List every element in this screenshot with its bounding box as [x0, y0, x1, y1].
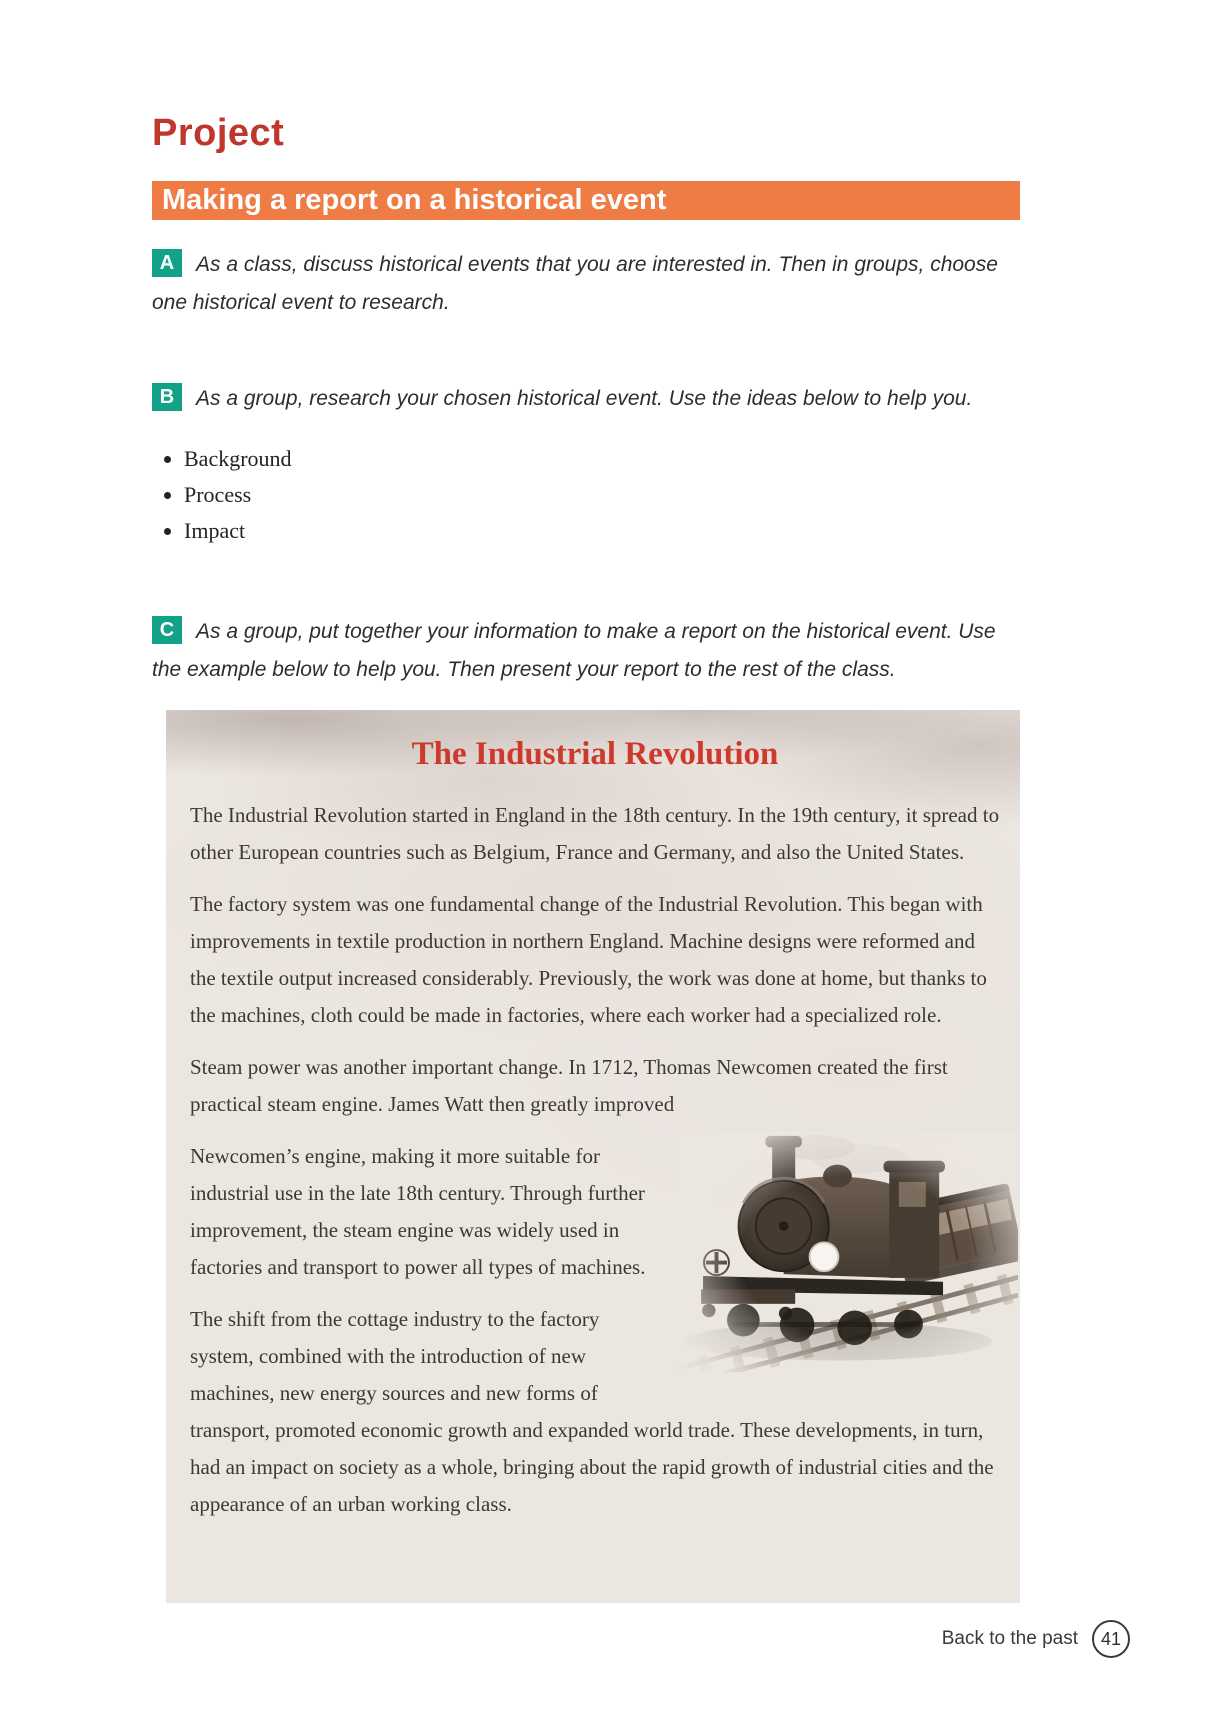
- report-body: [190, 797, 1000, 1523]
- report-paragraph: Newcomen’s engine, making it more suitable for industrial use in the late 18th century. Through further improvement, the steam engine was widely used in factories and transport to power all types of machines.: [190, 1144, 646, 1279]
- task-b: [152, 380, 1020, 418]
- section-banner: [152, 181, 1020, 220]
- task-a-badge: A: [152, 249, 182, 277]
- list-item: • Impact: [184, 518, 1020, 543]
- report-paragraph: The factory system was one fundamental change of the Industrial Revolution. This began with improvements in textile production in northern England. Machine designs were reformed and the textile output increased considerably. Previously, the work was done at home, but thanks to the machines, cloth could be made in factories, where each worker had a specialized role.: [190, 892, 987, 1027]
- task-b-badge: B: [152, 383, 182, 411]
- report-title: The Industrial Revolution: [411, 736, 779, 772]
- steam-train-icon: [678, 1132, 1018, 1372]
- list-item: • Background: [184, 446, 1020, 471]
- section-banner-title: Making a report on a historical event: [162, 184, 667, 216]
- report-wrap-zone: [190, 1138, 1000, 1523]
- page-title: Project: [152, 112, 285, 154]
- report-paragraph: The Industrial Revolution started in England in the 18th century. In the 19th century, it spread to other European countries such as Belgium, France and Germany, and also the United States.: [190, 803, 1000, 864]
- task-b-text: As a group, research your chosen historical event. Use the ideas below to help you.: [196, 387, 973, 410]
- task-c: [152, 613, 1020, 689]
- ideas-list: [152, 446, 1020, 543]
- page-number-badge: [1092, 1620, 1130, 1658]
- task-a: [152, 246, 1020, 322]
- page-content: [152, 112, 1020, 1603]
- task-c-badge: C: [152, 616, 182, 644]
- page-number: 41: [1100, 1628, 1122, 1649]
- report-paragraph: Steam power was another important change. In 1712, Thomas Newcomen created the first practical steam engine. James Watt then greatly improved: [190, 1055, 948, 1116]
- task-c-text: As a group, put together your information to make a report on the historical event. Use the example below to help you. Then present your report to the rest of the class.: [152, 620, 996, 681]
- example-report-card: [166, 710, 1020, 1603]
- page-footer: [942, 1620, 1130, 1658]
- steam-train-image: [678, 1132, 1018, 1372]
- report-paragraph: The shift from the cottage industry to the factory system, combined with the introduction of new machines, new energy sources and new forms of transport, promoted economic growth and expanded world trade. These developments, in turn, had an impact on society as a whole, bringing about the rapid growth of industrial cities and the appearance of an urban working class.: [190, 1307, 994, 1516]
- footer-section-title: Back to the past: [941, 1628, 1078, 1649]
- task-a-text: As a class, discuss historical events that you are interested in. Then in groups, choose one historical event to research.: [152, 253, 998, 314]
- list-item: • Process: [184, 482, 1020, 507]
